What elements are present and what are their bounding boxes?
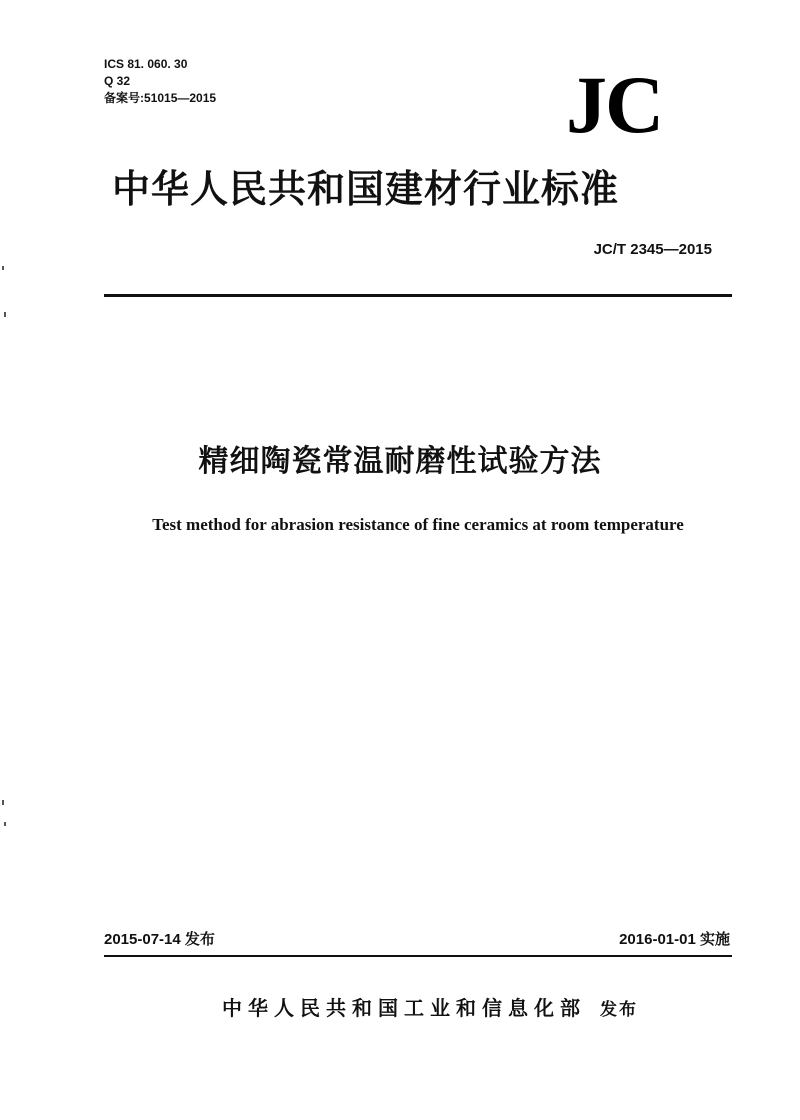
header-divider	[104, 294, 732, 297]
standard-category-title: 中华人民共和国建材行业标准	[112, 167, 620, 211]
implementation-date: 2016-01-01 实施	[619, 931, 730, 948]
publisher-organization: 中华人民共和国工业和信息化部	[222, 996, 586, 1020]
jc-logo: JC	[566, 59, 663, 150]
document-title-english: Test method for abrasion resistance of fine ceramics at room temperature	[152, 515, 684, 534]
publisher-action: 发布	[600, 1000, 638, 1020]
footer-divider	[104, 955, 732, 957]
scan-mark	[4, 312, 6, 317]
issue-date: 2015-07-14 发布	[104, 931, 215, 948]
document-title-chinese: 精细陶瓷常温耐磨性试验方法	[198, 444, 602, 479]
classification-block	[104, 56, 216, 107]
scan-mark	[2, 266, 4, 270]
scan-mark	[4, 822, 6, 826]
record-number: 备案号:51015—2015	[104, 91, 217, 105]
scan-mark	[2, 800, 4, 805]
publisher-line	[0, 994, 800, 1024]
standard-number: JC/T 2345—2015	[593, 241, 712, 258]
ccs-code: Q 32	[104, 74, 131, 88]
ics-code: ICS 81. 060. 30	[104, 57, 188, 71]
